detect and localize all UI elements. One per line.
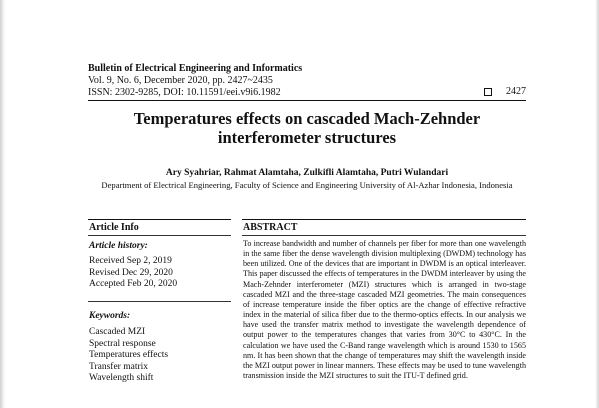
journal-volume: Vol. 9, No. 6, December 2020, pp. 2427~2435 [88,75,273,86]
keyword-item: Cascaded MZI [89,327,146,337]
history-accepted: Accepted Feb 20, 2020 [89,279,178,289]
history-divider [88,301,231,302]
history-received: Received Sep 2, 2019 [89,256,172,266]
article-info-heading-rule [88,235,231,236]
paper-title: Temperatures effects on cascaded Mach-Zehnder interferometer structures [133,109,481,147]
header-divider [88,100,526,101]
journal-name: Bulletin of Electrical Engineering and Informatics [88,63,303,74]
keywords-list [89,327,168,385]
abstract-body: To increase bandwidth and number of channels per fiber for more than one wavelength in the same fiber the dense wavelength division multiplexing (DWDM) technology has been utilized. One of the devices that are important in DWDM is an optical interleaver. This paper discussed the effects of temperatures in the DWDM interleaver by using the Mach-Zehnder interferometer (MZI) structures which is arranged in two-stage cascaded MZI and the three-stage cascaded MZI geometries. The main consequences of increase temperature inside the fiber optics are the change of effective refractive index in the material of silica fiber due to the thermo-optics effects. In our analysis we have used the transfer matrix method to investigate the wavelength dependence of output power to the temperatures changes that varies from 30°C to 430°C. In the calculation we have used the C-Band range wavelength which is around 1530 to 1565 nm. It has been shown that the change of temperatures may shift the wavelength inside the MZI output power in linear manners. These effects may be used to tune wavelength transmission inside the MZI structures to suit the ITU-T defined grid. [243,239,526,381]
article-info-top-rule [88,219,231,220]
history-revised: Revised Dec 29, 2020 [89,267,173,278]
keyword-item: Temperatures effects [89,350,169,360]
keywords-label: Keywords: [89,311,131,321]
page-shadow-right [595,0,599,408]
keyword-item: Transfer matrix [89,361,149,372]
keyword-item: Spectral response [89,338,156,349]
keyword-item: Wavelength shift [89,373,154,383]
paper-affiliation: Department of Electrical Engineering, Faculty of Science and Engineering University of Al-Azhar Indonesia, Indonesia [101,180,513,190]
paper-authors: Ary Syahriar, Rahmat Alamtaha, Zulkifli Alamtaha, Putri Wulandari [165,168,449,178]
article-history-label: Article history: [89,241,148,251]
page-shadow-left [0,0,6,408]
abstract-top-rule [242,219,526,220]
abstract-heading-rule [242,235,526,236]
article-info-heading: Article Info [89,222,139,233]
page-number-block [484,86,526,98]
journal-header [88,63,528,99]
page-number: 2427 [506,86,526,97]
article-history-list [89,256,177,291]
abstract-heading: ABSTRACT [243,222,298,233]
square-icon [484,88,492,96]
journal-issn: ISSN: 2302-9285, DOI: 10.11591/eei.v9i6.1982 [88,87,281,98]
